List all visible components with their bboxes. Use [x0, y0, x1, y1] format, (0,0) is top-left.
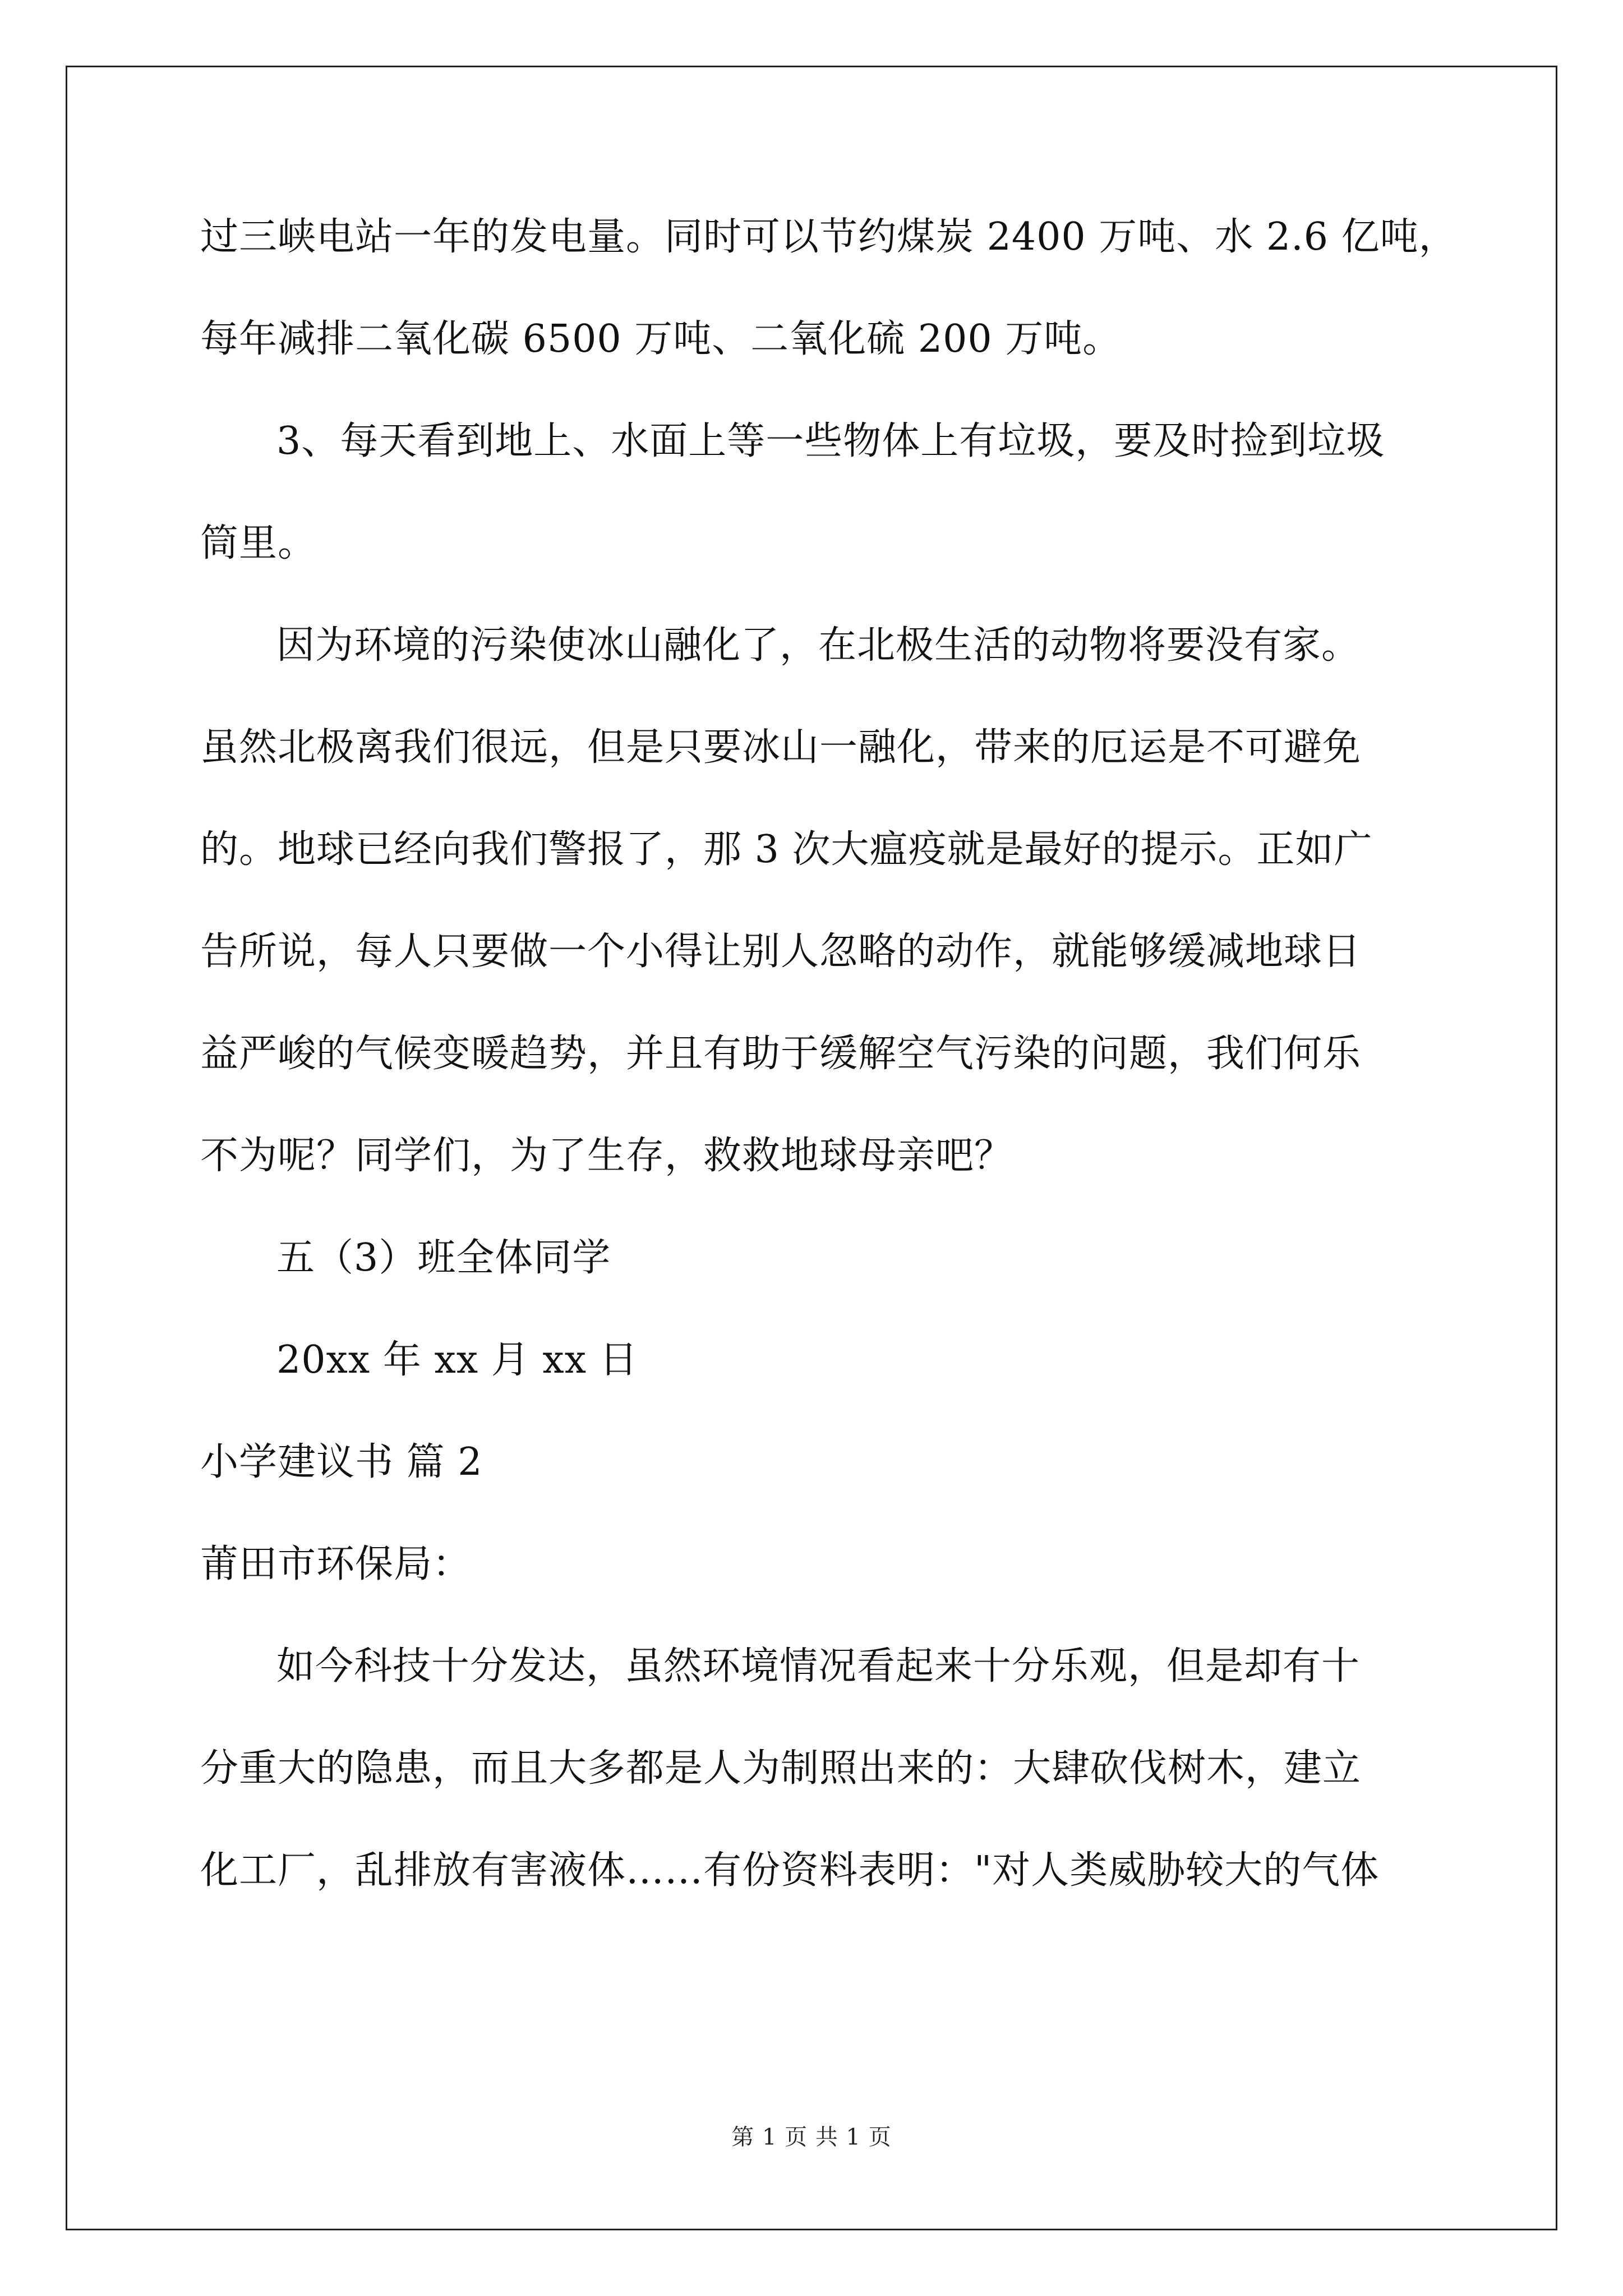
date-line: 20xx 年 xx 月 xx 日	[276, 1338, 638, 1382]
text-line: 如今科技十分发达，虽然环境情况看起来十分乐观，但是却有十	[276, 1644, 1361, 1688]
text-line: 益严峻的气候变暖趋势，并且有助于缓解空气污染的问题，我们何乐	[200, 1032, 1362, 1076]
text-line: 化工厂，乱排放有害液体……有份资料表明："对人类威胁较大的气体	[200, 1848, 1380, 1893]
text-line: 因为环境的污染使冰山融化了，在北极生活的动物将要没有家。	[276, 623, 1361, 668]
text-line: 分重大的隐患，而且大多都是人为制照出来的：大肆砍伐树木，建立	[200, 1746, 1362, 1791]
document-body	[200, 210, 1458, 1946]
text-line: 不为呢？同学们，为了生存，救救地球母亲吧？	[200, 1134, 1013, 1178]
text-line: 筒里。	[200, 521, 317, 565]
text-line: 虽然北极离我们很远，但是只要冰山一融化，带来的厄运是不可避免	[200, 725, 1362, 770]
text-line: 的。地球已经向我们警报了，那 3 次大瘟疫就是最好的提示。正如广	[200, 827, 1373, 872]
text-line: 每年减排二氧化碳 6500 万吨、二氧化硫 200 万吨。	[200, 317, 1122, 361]
page-footer: 第 1 页 共 1 页	[731, 2124, 892, 2150]
text-line: 过三峡电站一年的发电量。同时可以节约煤炭 2400 万吨、水 2.6 亿吨，	[200, 215, 1458, 259]
signature-line: 五（3）班全体同学	[276, 1236, 611, 1280]
text-line: 告所说，每人只要做一个小得让别人忽略的动作，就能够缓减地球日	[200, 930, 1362, 974]
section-heading: 小学建议书 篇 2	[200, 1440, 483, 1484]
text-line: 3、每天看到地上、水面上等一些物体上有垃圾，要及时捡到垃圾	[276, 419, 1385, 463]
salutation: 莆田市环保局：	[200, 1542, 472, 1586]
